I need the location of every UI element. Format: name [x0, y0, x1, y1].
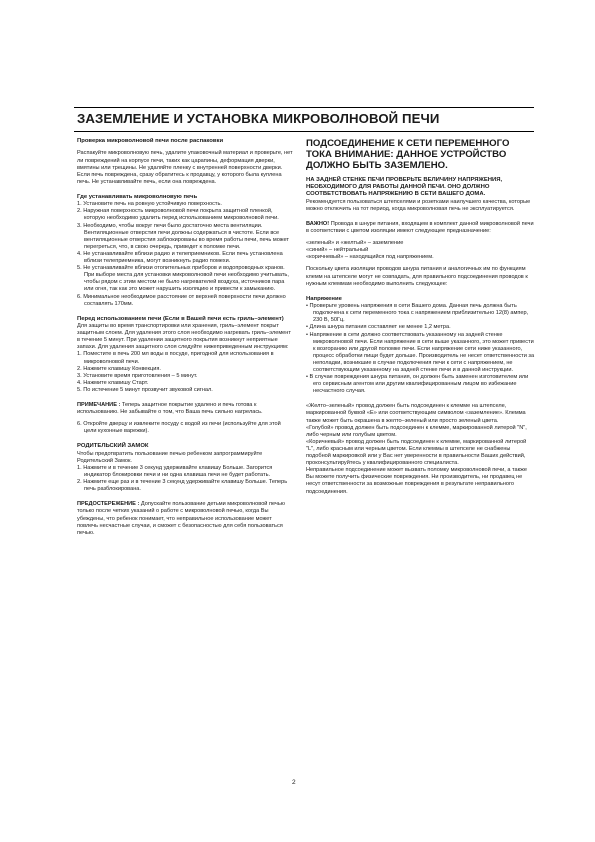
placement-item: 2. Наружная поверхность микроволновой печи покрыта защитной пленкой, которую необходимо удалить перед использованием микроволновой печи.	[77, 208, 279, 222]
important-text: Провода в шнуре питания, входящем в комплект данной микроволновой печи в соответствии с цветом изоляции имеют следующее предназначение:	[306, 221, 534, 235]
title-rule-top	[74, 107, 534, 108]
important-label: ВАЖНО!	[306, 221, 330, 228]
child-lock-heading: РОДИТЕЛЬСКИЙ ЗАМОК	[77, 443, 149, 450]
wire-connection-text: «Коричневый» провод должен быть подсоединен к клемме, маркированной литерой "L", либо красным или черным цветом. Если клеммы в штепселе не снабжены подобной маркировкой или у Вас нет уверенности в правильности Ваших действий, проконсультируйтесь у квалифицированного специалиста.	[306, 438, 527, 467]
child-lock-item: 2. Нажмите еще раз и в течение 3 секунд удерживайте клавишу Больше. Теперь печь разблокирована.	[77, 479, 288, 493]
voltage-item: • Проверьте уровень напряжения в сети Вашего дома. Данная печь должна быть подключена к сети переменного тока с напряжением приблизительно 12(8) ампер, 230 В, 50Гц.	[306, 303, 529, 324]
wire-connection-text: «Желто–зеленый» провод должен быть подсоединен к клемме на штепселе, маркированной буквой «E» или соответствующим символом «заземление». Клемма также может быть окрашена в желто–зеленый или просто зеленый цвета.	[306, 403, 526, 424]
right-column	[306, 138, 536, 496]
placement-heading: Где устанавливать микроволновую печь	[77, 193, 198, 200]
wires-note: Поскольку цвета изоляции проводов шнура питания и аналогичных им по функциям клемм на штепселе могут не совпадать, для правильного подсоединения проводов к нужным клеммам необходимо выполнить следующее:	[306, 266, 528, 287]
unpacking-heading: Проверка микроволновой печи после распаковки	[77, 138, 224, 144]
warning-text: Допускайте пользование детьми микроволновой печью только после четких указаний о работе с микроволновой печью, когда Вы убеждены, что ребенок понимает, что неправильное использование может повлечь несчастные случаи, и сможет с безопасностью для себя пользоваться печью.	[77, 501, 285, 536]
placement-item: 1. Установите печь на ровную устойчивую поверхность.	[77, 201, 222, 208]
placement-item: 3. Необходимо, чтобы вокруг печи было достаточно места вентиляции. Вентиляционные отверстия печи должны содержаться в чистоте. Если все вентиляционные отверстия заблокированы во время работы печи, печь может перегреться, что, в свою очередь, приведет к поломке печи.	[77, 222, 289, 250]
wire-connection-text: «Голубой» провод должен быть подсоединен к клемме, маркированной литерой "N", либо черным или голубым цветом.	[306, 424, 527, 438]
voltage-item: • Напряжение в сети должно соответствовать указанному на задней стенке микроволновой печи. Если напряжение в сети выше указанного, это может привести к возгоранию или другой поломке печи. Если напряжение сети ниже указанного, процесс обработки пищи будет дольше. Производитель не несет ответственности за неполадки, возникшие в случае подключения печи к сети с напряжением, не соответствующим указанному на задней стенке печи и в данной инструкции.	[306, 331, 535, 374]
placement-item: 4. Не устанавливайте вблизи радио и телеприемников. Если печь установлена вблизи телеприемника, могут возникнуть радио помехи.	[77, 250, 283, 265]
warning-paragraph	[77, 501, 293, 536]
grounding-heading: ПОДСОЕДИНЕНИЕ К СЕТИ ПЕРЕМЕННОГО ТОКА ВНИМАНИЕ: ДАННОЕ УСТРОЙСТВО ДОЛЖНО БЫТЬ ЗАЗЕМЛЕНО.	[306, 138, 510, 172]
note-text: Теперь защитное покрытие удалено и печь готова к использованию. Не забывайте о том, что Ваша печь сильно нагрелась.	[77, 402, 263, 416]
voltage-check-heading: НА ЗАДНЕЙ СТЕНКЕ ПЕЧИ ПРОВЕРЬТЕ ВЕЛИЧИНУ НАПРЯЖЕНИЯ, НЕОБХОДИМОГО ДЛЯ РАБОТЫ ДАННОЙ ПЕЧИ. ОНО ДОЛЖНО СООТВЕТСТВОВАТЬ НАПРЯЖЕНИЮ В СЕТИ ВАШЕГО ДОМА.	[306, 176, 503, 198]
note-label: ПРИМЕЧАНИЕ :	[77, 402, 121, 409]
voltage-item: • В случае повреждения шнура питания, он должен быть заменен изготовителем или его сервисным агентом или другим квалифицированным лицом во избежание несчастного случая.	[306, 374, 529, 395]
before-use-item: 3. Установите время приготовления – 5 минут.	[77, 372, 198, 379]
note-paragraph	[77, 402, 293, 416]
before-use-item: 4. Нажмите клавишу Старт.	[77, 379, 149, 386]
unpacking-text: Распакуйте микроволновую печь, удалите упаковочный материал и проверьте, нет ли повреждений на корпусе печи, таких как царапины, деформация дверки, вмятины или трещины. Не удаляйте пленку с внутренней поверхности дверки. Если печь повреждена, сразу обратитесь к продавцу, у которого была куплена печь. Не устанавливайте печь, если она повреждена.	[77, 150, 293, 185]
wire-color: «коричневый» – находящийся под напряжением.	[306, 254, 434, 261]
before-use-item: 2. Нажмите клавишу Конвекция.	[77, 365, 161, 372]
placement-item: 6. Минимальное необходимое расстояние от верхней поверхности печи должно составлять 170мм.	[77, 293, 286, 307]
child-lock-item: 1. Нажмите и в течение 3 секунд удерживайте клавишу Больше. Загорится индикатор блокировки печи и ни одна клавиша печи не будет работать.	[77, 465, 273, 479]
page-title: ЗАЗЕМЛЕНИЕ И УСТАНОВКА МИКРОВОЛНОВОЙ ПЕЧИ	[77, 111, 440, 126]
left-column	[77, 138, 293, 537]
page-number: 2	[292, 779, 296, 786]
warning-label: ПРЕДОСТЕРЕЖЕНИЕ :	[77, 501, 140, 508]
wire-color: «синий» – нейтральный	[306, 247, 369, 254]
note-item: 6. Откройте дверцу и извлеките посуду с водой из печи (используйте для этой цели кухонные варежки).	[77, 421, 281, 435]
before-use-heading: Перед использованием печи (Если в Вашей печи есть гриль–элемент)	[77, 315, 284, 322]
title-rule-bottom	[74, 131, 534, 132]
wire-color: «зеленый» и «желтый» – заземление	[306, 240, 404, 247]
voltage-item: • Длина шнура питания составляет не менее 1,2 метра.	[306, 324, 451, 331]
before-use-text: Для защиты во время транспортировки или хранения, гриль–элемент покрыт защитным слоем. Для удаления этого слоя необходимо нагревать гриль–элемент в течение 5 минут. При удалении защитного покрытия возникнут неприятные запахи. Для удаления защитного слоя следуйте нижеприведенным инструкциям:	[77, 323, 291, 351]
before-use-item: 5. По истечение 5 минут прозвучит звуковой сигнал.	[77, 386, 213, 393]
placement-item: 5. Не устанавливайте вблизи отопительных приборов и водопроводных кранов. При выборе места для установки микроволновой печи необходимо учитывать, чтобы рядом с этим местом не было нагревателей воздуха, источников пара или огня, так как это может нарушить изоляцию и привести к замыканию.	[77, 265, 289, 293]
child-lock-text: Чтобы предотвратить пользование печью ребенком запрограммируйте Родительский Замок.	[77, 450, 263, 464]
voltage-heading: Напряжение	[306, 295, 342, 302]
important-paragraph	[306, 221, 536, 235]
before-use-item: 1. Поместите в печь 200 мл воды в посуде, пригодной для использования в микроволновой печи.	[77, 351, 274, 365]
plug-recommendation: Рекомендуется пользоваться штепселями и розетками наилучшего качества, которые можно отключить на тот период, когда микроволновая печь не эксплуатируется.	[306, 198, 531, 212]
wire-connection-text: Неправильное подсоединение может вызвать поломку микроволновой печи, а также Вы можете получить физические повреждения. Ни производитель, ни продавец не несут ответственности за возможные повреждения в результате неправильного подсоединения.	[306, 467, 527, 495]
